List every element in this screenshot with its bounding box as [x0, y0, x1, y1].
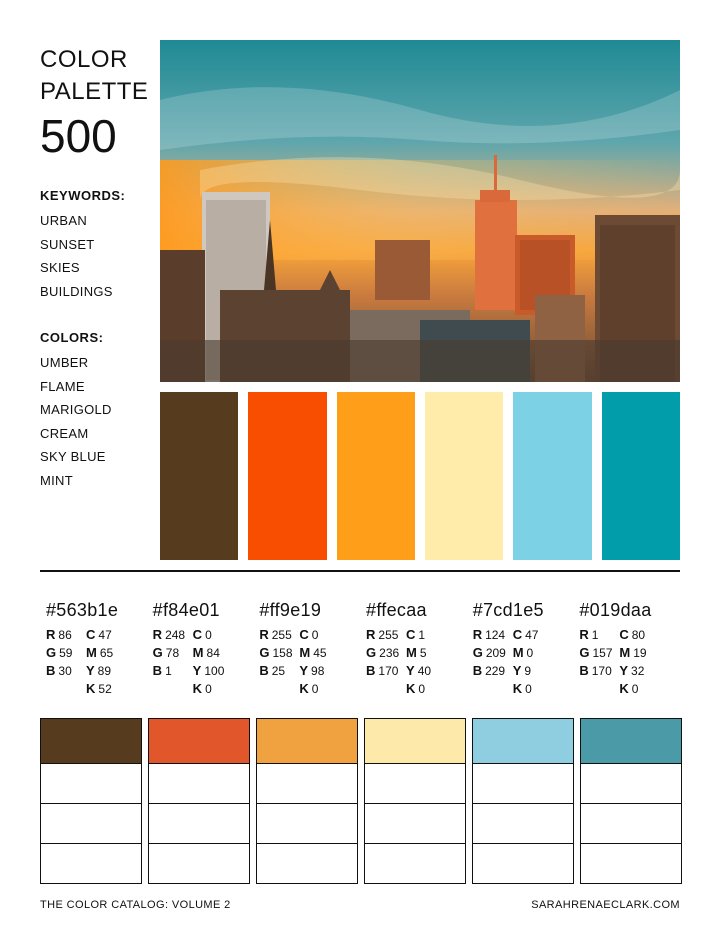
- y-value: [193, 662, 243, 680]
- grid-empty-cell: [364, 764, 466, 804]
- grid-empty-cell: [40, 764, 142, 804]
- rgb-cmyk-values: [259, 626, 360, 698]
- b-label: B: [579, 663, 589, 678]
- b-number: 30: [58, 664, 72, 678]
- c-label: C: [192, 627, 203, 642]
- empty-cell: [259, 680, 299, 698]
- r-number: 255: [271, 628, 292, 642]
- color-name-item: SKY BLUE: [40, 449, 106, 464]
- rgb-cmyk-values: [579, 626, 680, 698]
- y-number: 98: [311, 664, 325, 678]
- k-value: [299, 680, 349, 698]
- footer-volume: THE COLOR CATALOG: VOLUME 2: [40, 899, 231, 911]
- grid-color-cell: [580, 718, 682, 764]
- colors-heading: COLORS:: [40, 330, 104, 345]
- grid-empty-cell: [256, 804, 358, 844]
- swatch-grid: [40, 718, 682, 884]
- grid-color-cell: [40, 718, 142, 764]
- grid-color-cell: [472, 718, 574, 764]
- m-value: [406, 644, 456, 662]
- palette-title: [40, 44, 150, 162]
- grid-color-cell: [148, 718, 250, 764]
- m-number: 84: [206, 646, 220, 660]
- g-number: 59: [59, 646, 73, 660]
- c-number: 80: [631, 628, 646, 642]
- g-number: 78: [165, 646, 180, 660]
- r-label: R: [579, 627, 589, 642]
- hex-code: #ffecaa: [366, 600, 427, 620]
- color-values-row: [40, 596, 680, 698]
- y-number: 89: [97, 664, 112, 678]
- swatch-cream: [425, 392, 503, 560]
- c-value: [406, 626, 456, 644]
- grid-empty-cell: [580, 844, 682, 884]
- g-label: G: [366, 645, 377, 660]
- grid-column: [256, 718, 358, 884]
- b-value: [579, 662, 619, 680]
- b-number: 25: [271, 664, 286, 678]
- grid-empty-cell: [148, 804, 250, 844]
- k-label: K: [192, 681, 203, 696]
- k-value: [193, 680, 243, 698]
- r-label: R: [472, 627, 483, 642]
- hex-code: #019daa: [579, 600, 652, 620]
- c-number: 0: [311, 628, 319, 642]
- k-value: [513, 680, 563, 698]
- color-info-column: [360, 596, 467, 698]
- grid-color-cell: [364, 718, 466, 764]
- m-value: [619, 644, 669, 662]
- y-label: Y: [512, 663, 522, 678]
- grid-empty-cell: [148, 844, 250, 884]
- title-line-2: PALETTE: [40, 78, 149, 105]
- m-value: [193, 644, 243, 662]
- c-number: 47: [525, 628, 539, 642]
- k-value: [406, 680, 456, 698]
- b-label: B: [46, 663, 56, 678]
- g-value: [259, 644, 299, 662]
- y-value: [299, 662, 349, 680]
- swatch-flame: [248, 392, 326, 560]
- b-label: B: [366, 663, 376, 678]
- grid-column: [40, 718, 142, 884]
- g-value: [366, 644, 406, 662]
- r-label: R: [366, 627, 376, 642]
- b-label: B: [259, 663, 269, 678]
- grid-empty-cell: [364, 844, 466, 884]
- g-label: G: [46, 645, 57, 660]
- m-number: 5: [419, 646, 427, 660]
- rgb-cmyk-values: [153, 626, 254, 698]
- keywords-heading: KEYWORDS:: [40, 188, 126, 203]
- m-label: M: [299, 645, 311, 660]
- g-value: [579, 644, 619, 662]
- m-label: M: [512, 645, 524, 660]
- city-sunset-photo: [160, 40, 680, 382]
- m-value: [513, 644, 563, 662]
- b-value: [473, 662, 513, 680]
- m-number: 65: [99, 646, 114, 660]
- m-value: [86, 644, 136, 662]
- y-label: Y: [619, 663, 629, 678]
- m-number: 0: [526, 646, 534, 660]
- k-number: 0: [631, 682, 639, 696]
- grid-empty-cell: [580, 804, 682, 844]
- hex-code: #7cd1e5: [472, 600, 544, 620]
- keyword-item: SKIES: [40, 260, 80, 275]
- k-number: 0: [418, 682, 426, 696]
- color-name-item: MINT: [40, 472, 73, 488]
- colors-list: [40, 330, 112, 492]
- k-value: [619, 680, 669, 698]
- swatch-umber: [160, 392, 238, 560]
- c-label: C: [619, 627, 629, 642]
- b-value: [153, 662, 193, 680]
- g-label: G: [259, 645, 270, 660]
- keyword-item: SUNSET: [40, 236, 95, 252]
- color-info-column: [147, 596, 254, 698]
- m-label: M: [86, 645, 97, 660]
- section-divider: [40, 570, 680, 572]
- c-value: [299, 626, 349, 644]
- grid-empty-cell: [364, 804, 466, 844]
- c-label: C: [512, 627, 523, 642]
- g-value: [46, 644, 86, 662]
- grid-empty-cell: [580, 764, 682, 804]
- color-info-column: [40, 596, 147, 698]
- empty-cell: [579, 680, 619, 698]
- y-value: [513, 662, 563, 680]
- grid-empty-cell: [256, 764, 358, 804]
- y-label: Y: [406, 663, 415, 678]
- b-value: [46, 662, 86, 680]
- y-label: Y: [192, 663, 202, 678]
- grid-empty-cell: [472, 844, 574, 884]
- hex-code: #f84e01: [152, 600, 220, 620]
- grid-empty-cell: [40, 804, 142, 844]
- grid-empty-cell: [472, 764, 574, 804]
- swatch-mint: [602, 392, 680, 560]
- y-value: [619, 662, 669, 680]
- grid-empty-cell: [472, 804, 574, 844]
- swatch-sky-blue: [513, 392, 591, 560]
- r-label: R: [152, 627, 163, 642]
- c-label: C: [299, 627, 309, 642]
- keyword-item: BUILDINGS: [40, 283, 113, 299]
- swatch-marigold: [337, 392, 415, 560]
- c-value: [513, 626, 563, 644]
- m-label: M: [192, 645, 204, 660]
- color-info-column: [467, 596, 574, 698]
- k-label: K: [299, 681, 309, 696]
- palette-number: 500: [40, 110, 117, 162]
- k-number: 52: [98, 682, 112, 696]
- g-label: G: [579, 645, 590, 660]
- b-value: [366, 662, 406, 680]
- m-number: 19: [633, 646, 647, 660]
- m-label: M: [406, 645, 417, 660]
- c-label: C: [86, 627, 96, 642]
- grid-empty-cell: [148, 764, 250, 804]
- k-label: K: [406, 681, 416, 696]
- r-number: 86: [58, 628, 72, 642]
- empty-cell: [153, 680, 193, 698]
- color-name-item: FLAME: [40, 378, 85, 394]
- grid-empty-cell: [256, 844, 358, 884]
- r-value: [46, 626, 86, 644]
- rgb-cmyk-values: [46, 626, 147, 698]
- m-number: 45: [313, 646, 327, 660]
- grid-column: [580, 718, 682, 884]
- r-number: 248: [165, 628, 186, 642]
- color-info-column: [253, 596, 360, 698]
- y-value: [406, 662, 456, 680]
- b-number: 170: [591, 664, 612, 678]
- g-number: 157: [592, 646, 613, 660]
- r-number: 1: [591, 628, 599, 642]
- c-number: 1: [418, 628, 426, 642]
- c-number: 0: [205, 628, 212, 642]
- grid-column: [364, 718, 466, 884]
- color-name-item: UMBER: [40, 355, 89, 370]
- g-label: G: [472, 645, 483, 660]
- r-value: [579, 626, 619, 644]
- b-label: B: [152, 663, 163, 678]
- c-value: [86, 626, 136, 644]
- g-value: [473, 644, 513, 662]
- r-label: R: [259, 627, 269, 642]
- b-number: 229: [485, 664, 506, 678]
- c-value: [193, 626, 243, 644]
- k-value: [86, 680, 136, 698]
- rgb-cmyk-values: [366, 626, 467, 698]
- c-value: [619, 626, 669, 644]
- g-number: 158: [272, 646, 293, 660]
- c-number: 47: [98, 628, 112, 642]
- y-label: Y: [86, 663, 95, 678]
- g-label: G: [152, 645, 163, 660]
- grid-empty-cell: [40, 844, 142, 884]
- hex-code: #563b1e: [46, 600, 119, 620]
- r-number: 255: [378, 628, 399, 642]
- empty-cell: [473, 680, 513, 698]
- swatch-strip: [160, 392, 680, 560]
- empty-cell: [46, 680, 86, 698]
- k-number: 0: [525, 682, 532, 696]
- m-label: M: [619, 645, 631, 660]
- c-label: C: [406, 627, 416, 642]
- b-number: 170: [378, 664, 399, 678]
- y-number: 40: [417, 664, 432, 678]
- r-value: [366, 626, 406, 644]
- r-value: [153, 626, 193, 644]
- hex-code: #ff9e19: [259, 600, 322, 620]
- m-value: [299, 644, 349, 662]
- k-label: K: [512, 681, 523, 696]
- y-value: [86, 662, 136, 680]
- grid-color-cell: [256, 718, 358, 764]
- r-value: [473, 626, 513, 644]
- k-label: K: [619, 681, 629, 696]
- keyword-item: URBAN: [40, 213, 88, 228]
- k-label: K: [86, 681, 96, 696]
- k-number: 0: [205, 682, 212, 696]
- b-value: [259, 662, 299, 680]
- g-number: 236: [379, 646, 400, 660]
- g-value: [153, 644, 193, 662]
- k-number: 0: [311, 682, 319, 696]
- r-label: R: [46, 627, 56, 642]
- y-number: 100: [204, 664, 225, 678]
- y-number: 32: [631, 664, 645, 678]
- color-name-item: CREAM: [40, 425, 89, 441]
- title-line-1: COLOR: [40, 46, 128, 73]
- color-name-item: MARIGOLD: [40, 402, 112, 417]
- color-info-column: [573, 596, 680, 698]
- b-label: B: [472, 663, 483, 678]
- g-number: 209: [485, 646, 506, 660]
- grid-column: [472, 718, 574, 884]
- footer-website: SARAHRENAECLARK.COM: [531, 899, 680, 911]
- rgb-cmyk-values: [473, 626, 574, 698]
- keywords-list: [40, 188, 125, 303]
- r-number: 124: [485, 628, 506, 642]
- empty-cell: [366, 680, 406, 698]
- y-label: Y: [299, 663, 309, 678]
- r-value: [259, 626, 299, 644]
- grid-column: [148, 718, 250, 884]
- y-number: 9: [524, 664, 532, 678]
- b-number: 1: [165, 664, 172, 678]
